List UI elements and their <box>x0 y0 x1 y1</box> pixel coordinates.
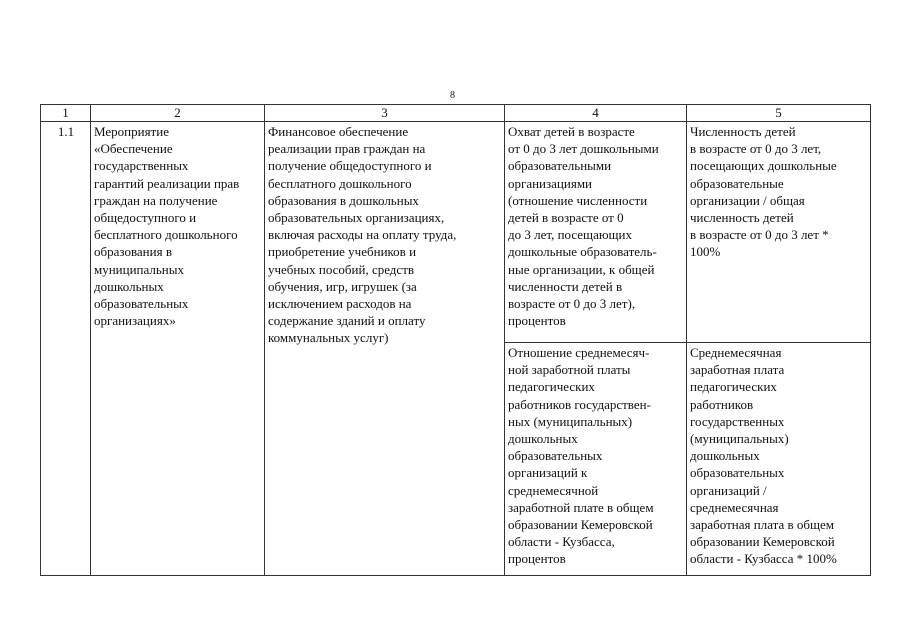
header-cell-2: 2 <box>91 105 265 122</box>
row-number: 1.1 <box>57 124 75 139</box>
indicators-table <box>40 104 871 576</box>
table-header-row <box>41 105 871 122</box>
page-number: 8 <box>450 90 455 101</box>
header-cell-5: 5 <box>687 105 871 122</box>
indicator-name-cell <box>505 343 687 576</box>
event-cell <box>91 122 265 576</box>
indicator-formula-cell <box>687 343 871 576</box>
indicator-formula-text: Среднемесячная заработная плата педагогических работников государственных (муниципальных) дошкольных образовательных организаций / среднемесячная заработная плата в общем образовании Кемеровской области - Кузбасса * 100% <box>690 345 837 567</box>
table-row <box>41 122 871 343</box>
indicator-name-cell <box>505 122 687 343</box>
description-cell <box>265 122 505 576</box>
indicator-name-text: Охват детей в возрасте от 0 до 3 лет дошкольными образовательными организациями (отношение численности детей в возрасте от 0 до 3 лет, посещающих дошкольные образователь- ные организации, к общей численности детей в возрасте от 0 до 3 лет), процентов <box>508 124 659 329</box>
event-text: Мероприятие «Обеспечение государственных гарантий реализации прав граждан на получение общедоступного и бесплатного дошкольного образования в муниципальных дошкольных образовательных организациях» <box>94 124 240 329</box>
indicator-name-text: Отношение среднемесяч- ной заработной платы педагогических работников государствен- ных (муниципальных) дошкольных образовательных организаций к среднемесячной заработной плате в общем образовании Кемеровской области - Кузбасса, процентов <box>508 345 654 567</box>
header-cell-1: 1 <box>41 105 91 122</box>
header-cell-3: 3 <box>265 105 505 122</box>
header-cell-4: 4 <box>505 105 687 122</box>
indicator-formula-cell <box>687 122 871 343</box>
description-text: Финансовое обеспечение реализации прав граждан на получение общедоступного и бесплатного дошкольного образования в дошкольных образовательных организациях, включая расходы на оплату труда, приобретение учебников и учебных пособий, средств обучения, игр, игрушек (за исключением расходов на содержание зданий и оплату коммунальных услуг) <box>268 124 457 346</box>
indicator-formula-text: Численность детей в возрасте от 0 до 3 лет, посещающих дошкольные образовательные организации / общая численность детей в возрасте от 0 до 3 лет * 100% <box>690 124 837 260</box>
row-number-cell <box>41 122 91 576</box>
